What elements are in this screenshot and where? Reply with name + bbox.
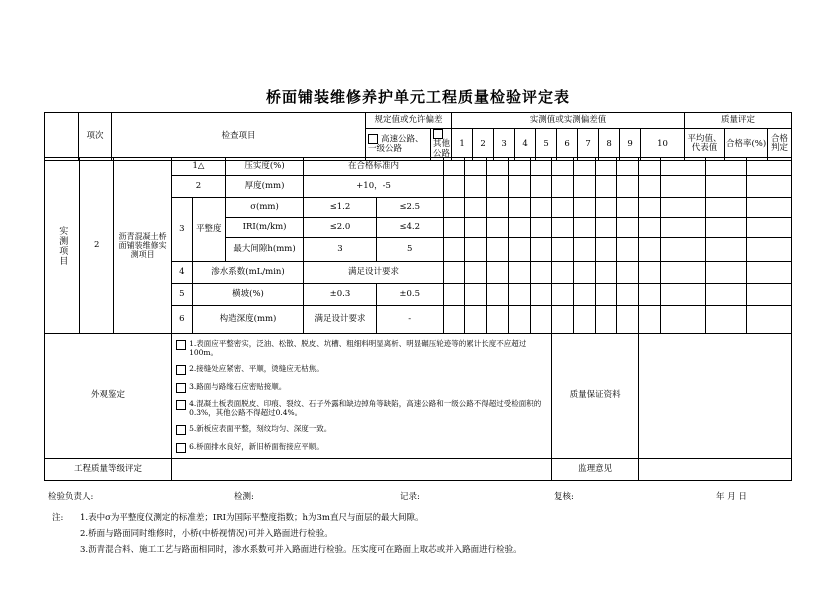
measure-cell[interactable] xyxy=(487,218,509,238)
measure-cell[interactable] xyxy=(573,306,595,334)
section-label: 实测项目 xyxy=(45,158,80,334)
measure-cell[interactable] xyxy=(508,284,530,306)
measure-cell[interactable] xyxy=(552,238,574,262)
measure-cell[interactable] xyxy=(595,158,617,176)
row-spec: 在合格标准内 xyxy=(304,158,443,176)
note-line: 2.桥面与路面同时维修时，小桥(中桥视情况)可并入路面进行检验。 xyxy=(80,529,333,539)
measure-cell[interactable] xyxy=(530,284,552,306)
measure-cell[interactable] xyxy=(638,284,660,306)
signature-line xyxy=(48,490,788,504)
supervision-cell[interactable] xyxy=(638,459,791,481)
measure-cell[interactable] xyxy=(617,198,639,218)
row-spec-highway: 满足设计要求 xyxy=(304,306,376,334)
judge-cell[interactable] xyxy=(747,284,792,306)
appearance-items xyxy=(172,334,552,459)
group-no: 2 xyxy=(80,158,114,334)
note-line: 注: 1.表中σ为平整度仪测定的标准差；IRI为国际平整度指数；h为3m直尺与面层的最大间隙。 xyxy=(52,513,424,523)
header-avg: 平均值、代表值 xyxy=(685,129,725,161)
measure-col-header: 7 xyxy=(578,129,599,161)
measure-cell[interactable] xyxy=(638,176,660,198)
measure-col-header: 10 xyxy=(641,129,685,161)
measure-cell[interactable] xyxy=(638,158,660,176)
row-sub-name: 最大间隙h(mm) xyxy=(225,238,304,262)
grade-label: 工程质量等级评定 xyxy=(45,459,172,481)
row-item-name: 渗水系数(mL/min) xyxy=(192,262,304,284)
header-measured-group: 实测值或实测偏差值 xyxy=(452,113,685,129)
measure-cell[interactable] xyxy=(552,262,574,284)
measure-col-header: 5 xyxy=(536,129,557,161)
pass-rate-cell[interactable] xyxy=(706,284,747,306)
row-item-name: 横坡(%) xyxy=(192,284,304,306)
measure-cell[interactable] xyxy=(465,262,487,284)
measure-cell[interactable] xyxy=(573,198,595,218)
measure-cell[interactable] xyxy=(508,238,530,262)
appearance-checkbox[interactable] xyxy=(176,340,186,350)
measure-cell[interactable] xyxy=(552,306,574,334)
measure-cell[interactable] xyxy=(530,176,552,198)
measure-cell[interactable] xyxy=(487,284,509,306)
header-spec-group: 规定值或允许偏差 xyxy=(366,113,452,129)
measure-cell[interactable] xyxy=(443,284,465,306)
measure-cell[interactable] xyxy=(595,262,617,284)
measure-cell[interactable] xyxy=(595,306,617,334)
measure-cell[interactable] xyxy=(530,238,552,262)
row-spec-other: ≤4.2 xyxy=(376,218,443,238)
measure-col-header: 1 xyxy=(452,129,473,161)
appearance-label: 外观鉴定 xyxy=(45,334,172,459)
measure-cell[interactable] xyxy=(530,262,552,284)
measure-cell[interactable] xyxy=(508,158,530,176)
pass-rate-cell[interactable] xyxy=(706,262,747,284)
measure-cell[interactable] xyxy=(443,218,465,238)
measure-cell[interactable] xyxy=(638,306,660,334)
measure-cell[interactable] xyxy=(508,218,530,238)
qa-cell[interactable] xyxy=(638,334,791,459)
measure-cell[interactable] xyxy=(487,198,509,218)
measure-cell[interactable] xyxy=(573,158,595,176)
measure-cell[interactable] xyxy=(595,284,617,306)
measure-cell[interactable] xyxy=(465,238,487,262)
measure-cell[interactable] xyxy=(617,284,639,306)
measure-col-header: 4 xyxy=(515,129,536,161)
measure-col-header: 8 xyxy=(599,129,620,161)
row-spec-highway: ±0.3 xyxy=(304,284,376,306)
measure-cell[interactable] xyxy=(573,284,595,306)
measure-cell[interactable] xyxy=(552,198,574,218)
measure-cell[interactable] xyxy=(530,158,552,176)
measure-cell[interactable] xyxy=(487,176,509,198)
judge-cell[interactable] xyxy=(747,198,792,218)
quality-inspection-body xyxy=(44,157,792,481)
measure-cell[interactable] xyxy=(617,158,639,176)
inspector-label: 检验负责人: xyxy=(48,492,94,502)
row-spec-highway: ≤2.0 xyxy=(304,218,376,238)
measure-cell[interactable] xyxy=(465,306,487,334)
row-item-name: 平整度 xyxy=(192,198,225,262)
appearance-checkbox[interactable] xyxy=(176,443,186,453)
measure-cell[interactable] xyxy=(487,262,509,284)
measure-cell[interactable] xyxy=(573,238,595,262)
measure-cell[interactable] xyxy=(443,158,465,176)
measure-cell[interactable] xyxy=(638,238,660,262)
corner-cell xyxy=(45,113,79,161)
measure-cell[interactable] xyxy=(573,176,595,198)
measure-cell[interactable] xyxy=(508,176,530,198)
pass-rate-cell[interactable] xyxy=(706,176,747,198)
measure-cell[interactable] xyxy=(573,262,595,284)
measure-cell[interactable] xyxy=(552,176,574,198)
measure-cell[interactable] xyxy=(487,238,509,262)
row-spec-highway: 3 xyxy=(304,238,376,262)
appearance-checkbox[interactable] xyxy=(176,383,186,393)
appearance-checkbox[interactable] xyxy=(176,425,186,435)
measure-cell[interactable] xyxy=(638,198,660,218)
measure-cell[interactable] xyxy=(443,262,465,284)
measure-cell[interactable] xyxy=(617,306,639,334)
pass-rate-cell[interactable] xyxy=(706,198,747,218)
header-item-no: 项次 xyxy=(79,113,112,161)
measure-cell[interactable] xyxy=(508,262,530,284)
avg-cell[interactable] xyxy=(660,306,705,334)
measure-col-header: 9 xyxy=(620,129,641,161)
measure-col-header: 2 xyxy=(473,129,494,161)
judge-cell[interactable] xyxy=(747,306,792,334)
row-no: 1△ xyxy=(172,158,226,176)
note-line: 3.沥青混合料、施工工艺与路面相同时，渗水系数可并入路面进行检验。压实度可在路面上取芯或并入路面进行检验。 xyxy=(80,545,522,555)
judge-cell[interactable] xyxy=(747,158,792,176)
row-no: 5 xyxy=(172,284,193,306)
form-title: 桥面铺装维修养护单元工程质量检验评定表 xyxy=(265,88,570,106)
measure-cell[interactable] xyxy=(638,218,660,238)
measure-cell[interactable] xyxy=(465,218,487,238)
measure-cell[interactable] xyxy=(465,198,487,218)
other-road-checkbox[interactable] xyxy=(433,129,443,139)
measure-cell[interactable] xyxy=(465,284,487,306)
judge-cell[interactable] xyxy=(747,218,792,238)
measure-cell[interactable] xyxy=(552,284,574,306)
avg-cell[interactable] xyxy=(660,158,705,176)
avg-cell[interactable] xyxy=(660,198,705,218)
header-judge: 合格判定 xyxy=(768,129,792,161)
avg-cell[interactable] xyxy=(660,238,705,262)
measure-cell[interactable] xyxy=(552,158,574,176)
measure-cell[interactable] xyxy=(487,306,509,334)
measure-col-header: 6 xyxy=(557,129,578,161)
row-sub-name: σ(mm) xyxy=(225,198,304,218)
measure-cell[interactable] xyxy=(617,218,639,238)
reviewer-label: 复核: xyxy=(554,492,574,502)
measure-cell[interactable] xyxy=(508,306,530,334)
measure-cell[interactable] xyxy=(443,176,465,198)
measure-cell[interactable] xyxy=(617,238,639,262)
row-no: 3 xyxy=(172,198,193,262)
measure-cell[interactable] xyxy=(487,158,509,176)
pass-rate-cell[interactable] xyxy=(706,158,747,176)
highway-checkbox[interactable] xyxy=(368,134,378,144)
avg-cell[interactable] xyxy=(660,284,705,306)
row-spec: 满足设计要求 xyxy=(304,262,443,284)
row-item-name: 压实度(%) xyxy=(225,158,304,176)
measure-cell[interactable] xyxy=(530,198,552,218)
header-check-item: 检查项目 xyxy=(112,113,366,161)
measure-cell[interactable] xyxy=(530,218,552,238)
measure-cell[interactable] xyxy=(595,218,617,238)
row-spec-other: ±0.5 xyxy=(376,284,443,306)
header-spec-other: 其他公路 xyxy=(431,129,452,161)
row-spec: +10，-5 xyxy=(304,176,443,198)
measure-cell[interactable] xyxy=(508,198,530,218)
measure-cell[interactable] xyxy=(595,198,617,218)
avg-cell[interactable] xyxy=(660,262,705,284)
measure-cell[interactable] xyxy=(617,176,639,198)
measure-cell[interactable] xyxy=(443,306,465,334)
recorder-label: 记录: xyxy=(400,492,420,502)
tester-label: 检测: xyxy=(234,492,254,502)
pass-rate-cell[interactable] xyxy=(706,218,747,238)
appearance-item: 5.新板应表面平整，刻纹均匀、深度一致。 xyxy=(176,424,331,435)
row-no: 6 xyxy=(172,306,193,334)
date-label: 年 月 日 xyxy=(716,492,747,502)
header-quality-group: 质量评定 xyxy=(685,113,792,129)
row-spec-highway: ≤1.2 xyxy=(304,198,376,218)
judge-cell[interactable] xyxy=(747,176,792,198)
row-sub-name: IRI(m/km) xyxy=(225,218,304,238)
appearance-item: 3.路面与路缘石应密贴接顺。 xyxy=(176,382,286,393)
measure-col-header: 3 xyxy=(494,129,515,161)
measure-cell[interactable] xyxy=(595,176,617,198)
notes xyxy=(52,510,792,558)
row-spec-other: ≤2.5 xyxy=(376,198,443,218)
appearance-item: 2.接缝处应紧密、平顺，烫缝应无枯焦。 xyxy=(176,364,324,375)
row-no: 4 xyxy=(172,262,193,284)
measure-cell[interactable] xyxy=(530,306,552,334)
supervision-label: 监理意见 xyxy=(552,459,639,481)
row-item-name: 构造深度(mm) xyxy=(192,306,304,334)
row-spec-other: 5 xyxy=(376,238,443,262)
measure-cell[interactable] xyxy=(465,158,487,176)
judge-cell[interactable] xyxy=(747,238,792,262)
appearance-item: 4.混凝土板表面脱皮、印痕、裂纹、石子外露和缺边掉角等缺陷，高速公路和一级公路不得超过受检面积的0.3%，其他公路不得超过0.4%。 xyxy=(176,399,547,417)
measure-cell[interactable] xyxy=(465,176,487,198)
measure-cell[interactable] xyxy=(443,238,465,262)
measure-cell[interactable] xyxy=(595,238,617,262)
appearance-checkbox[interactable] xyxy=(176,400,186,410)
appearance-checkbox[interactable] xyxy=(176,365,186,375)
judge-cell[interactable] xyxy=(747,262,792,284)
grade-cell[interactable] xyxy=(172,459,552,481)
avg-cell[interactable] xyxy=(660,176,705,198)
appearance-item: 6.桥面排水良好，新旧桥面衔接应平顺。 xyxy=(176,442,324,453)
measure-cell[interactable] xyxy=(638,262,660,284)
measure-cell[interactable] xyxy=(552,218,574,238)
appearance-item: 1.表面应平整密实，泛油、松散、脱皮、坑槽、粗细料明显离析、明显碾压轮迹等的累计长度不应超过100m。 xyxy=(176,339,547,357)
qa-label: 质量保证资料 xyxy=(552,334,639,459)
row-item-name: 厚度(mm) xyxy=(225,176,304,198)
row-no: 2 xyxy=(172,176,226,198)
measure-cell[interactable] xyxy=(573,218,595,238)
group-name: 沥青混凝土桥面铺装维修实测项目 xyxy=(114,158,172,334)
pass-rate-cell[interactable] xyxy=(706,306,747,334)
measure-cell[interactable] xyxy=(443,198,465,218)
quality-inspection-table xyxy=(44,112,792,161)
header-pass-rate: 合格率(%) xyxy=(725,129,768,161)
measure-cell[interactable] xyxy=(617,262,639,284)
row-spec-other: - xyxy=(376,306,443,334)
header-spec-highway: 高速公路、一级公路 xyxy=(366,129,431,161)
pass-rate-cell[interactable] xyxy=(706,238,747,262)
avg-cell[interactable] xyxy=(660,218,705,238)
